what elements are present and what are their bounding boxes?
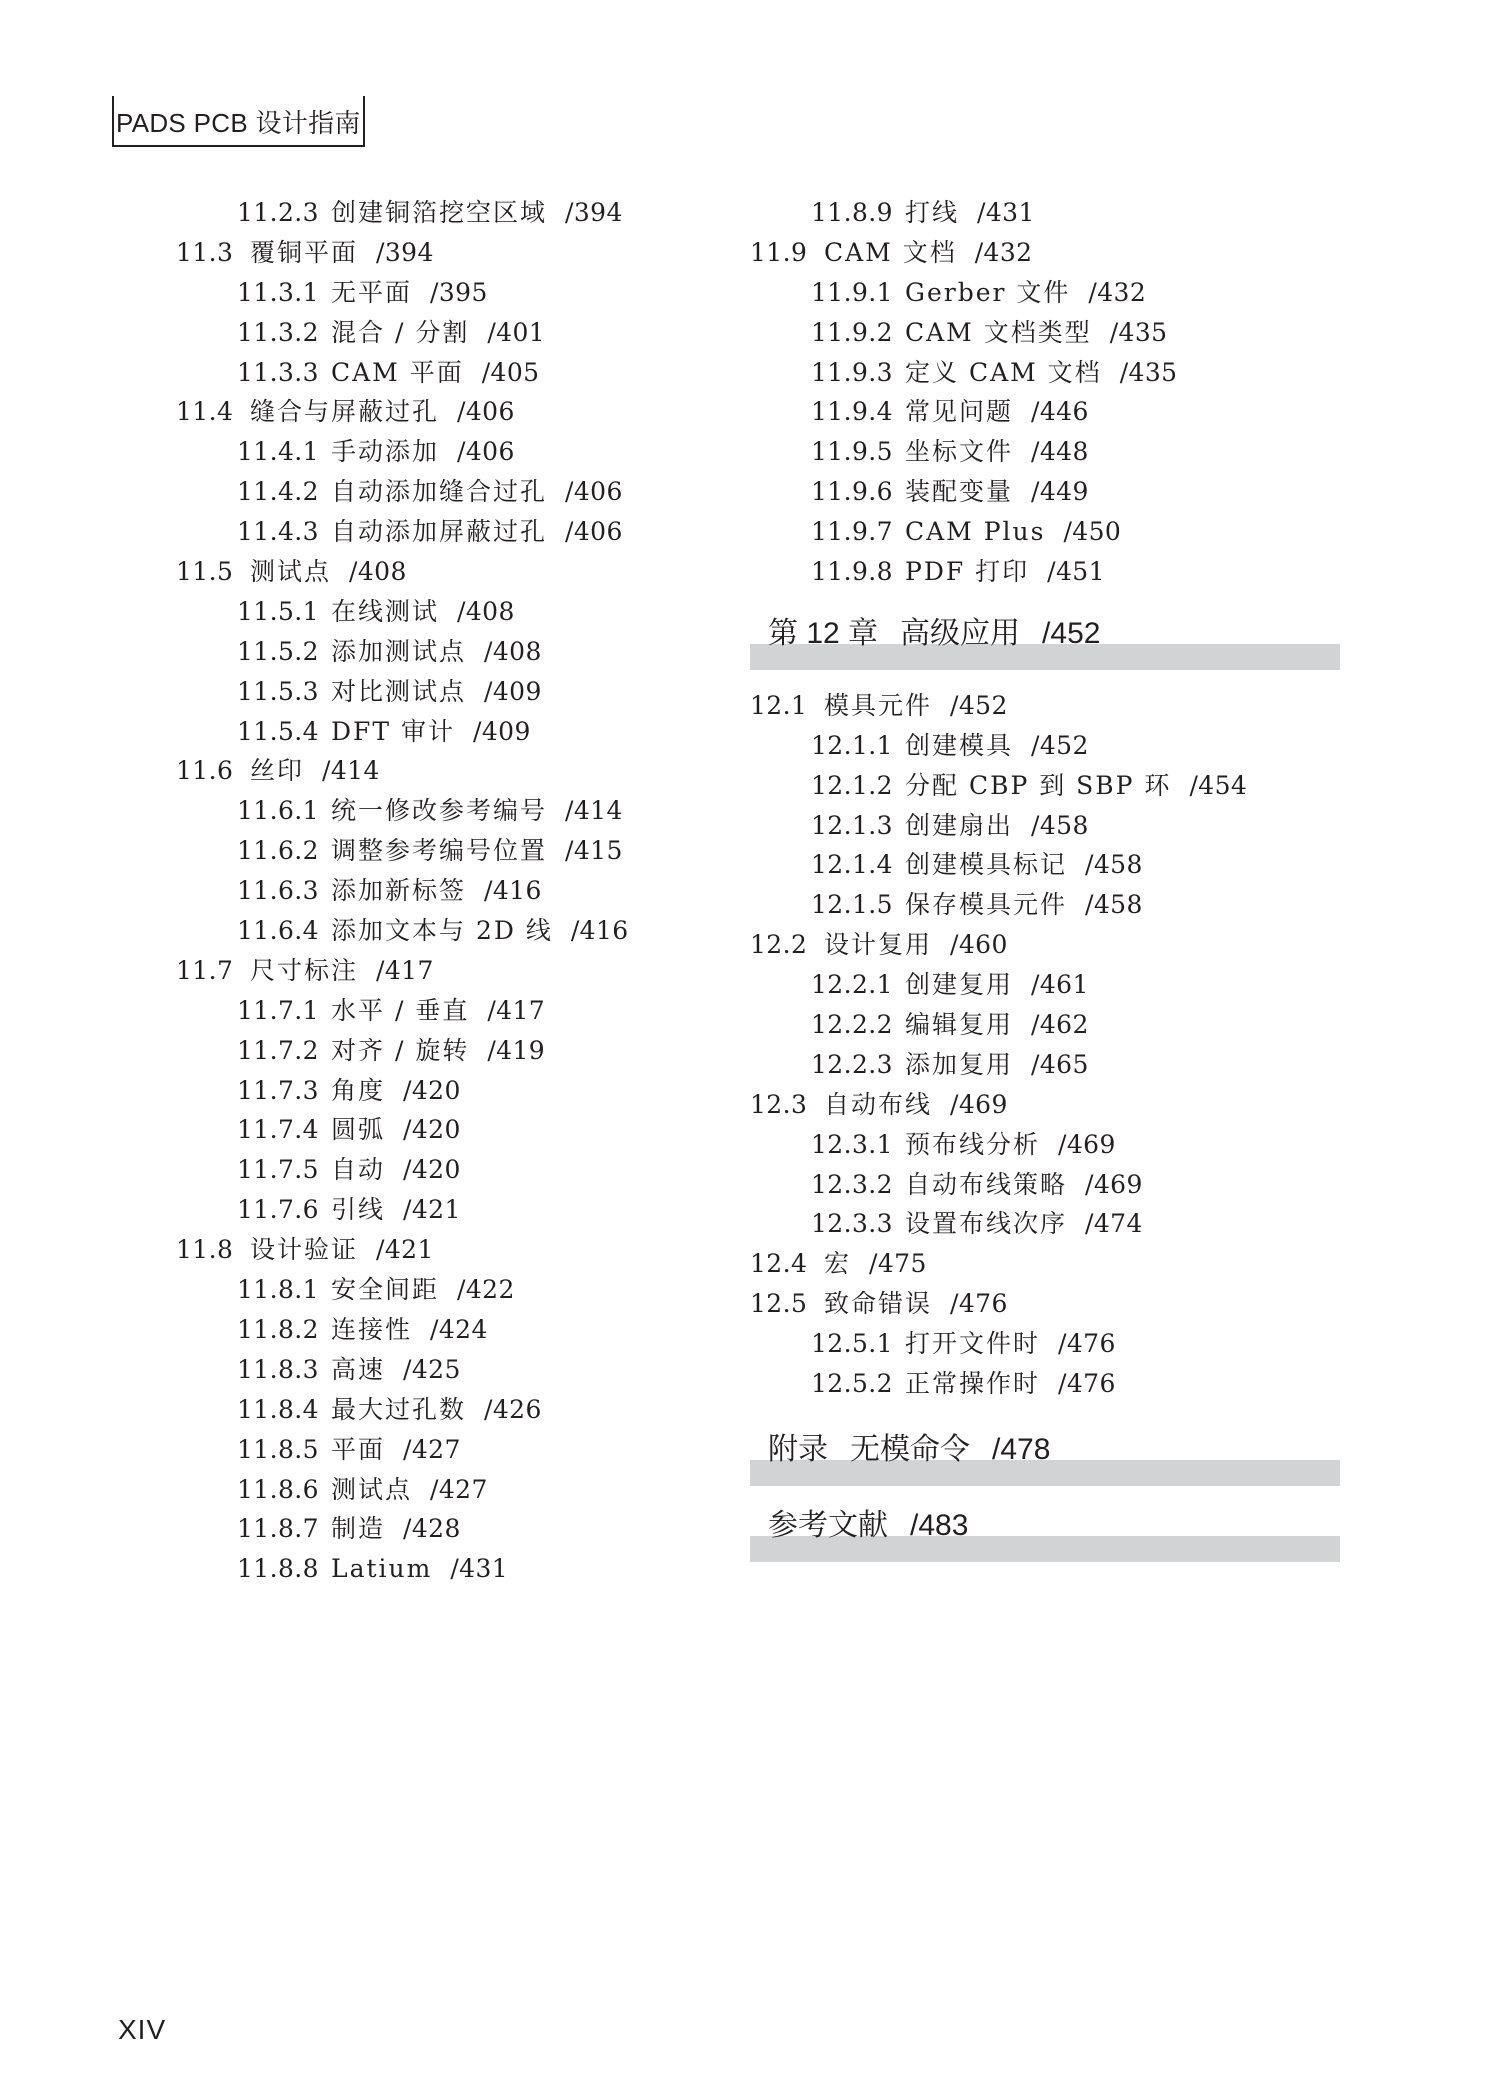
toc-entry-number: 11.8.1 <box>237 1275 319 1305</box>
toc-entry-number: 11.7.1 <box>237 995 319 1025</box>
references-page: /483 <box>910 1508 969 1542</box>
toc-entry-title: 创建模具 <box>905 730 1014 760</box>
toc-entry-page: /469 <box>1058 1129 1116 1159</box>
toc-entry-page: /458 <box>1085 890 1143 920</box>
toc-subsection-entry[interactable] <box>176 432 736 472</box>
toc-subsection-entry[interactable] <box>750 845 1340 885</box>
toc-entry-number: 11.6.1 <box>237 796 319 826</box>
toc-entry-number: 12.5.2 <box>811 1369 893 1399</box>
toc-entry-title: 装配变量 <box>905 477 1014 507</box>
toc-entry-page: /420 <box>403 1075 461 1105</box>
toc-entry-page: /409 <box>473 716 531 746</box>
toc-subsection-entry[interactable] <box>176 1430 736 1470</box>
toc-subsection-entry[interactable] <box>750 885 1340 925</box>
toc-entry-title: 创建铜箔挖空区域 <box>331 198 548 227</box>
toc-entry-page: /425 <box>403 1354 461 1384</box>
toc-subsection-entry[interactable] <box>750 1125 1340 1165</box>
toc-subsection-entry[interactable] <box>176 672 736 712</box>
toc-subsection-entry[interactable] <box>176 991 736 1031</box>
toc-entry-title: 添加新标签 <box>331 876 467 906</box>
toc-entry-number: 11.9.4 <box>811 397 893 427</box>
toc-entry-page: /431 <box>977 198 1035 227</box>
toc-entry-number: 12.2 <box>750 930 808 960</box>
toc-entry-page: /432 <box>1088 277 1147 307</box>
toc-entry-title: 设置布线次序 <box>905 1209 1068 1239</box>
toc-entry-page: /476 <box>950 1289 1008 1319</box>
toc-subsection-entry[interactable] <box>750 472 1340 512</box>
toc-entry-page: /421 <box>376 1235 434 1265</box>
toc-entry-number: 11.5.1 <box>237 596 319 626</box>
toc-entry-title: 制造 <box>331 1514 386 1544</box>
toc-section-entry[interactable] <box>750 686 1340 726</box>
toc-section-entry[interactable] <box>176 951 736 991</box>
toc-entry-title: PDF 打印 <box>905 557 1030 587</box>
toc-entry-title: 覆铜平面 <box>250 237 359 267</box>
toc-subsection-entry[interactable] <box>176 1390 736 1430</box>
toc-entry-number: 11.8.3 <box>237 1354 319 1384</box>
toc-section-entry[interactable] <box>176 233 736 273</box>
toc-entry-title: DFT 审计 <box>331 716 456 746</box>
toc-entry-page: /458 <box>1085 850 1143 880</box>
toc-entry-number: 11.9.8 <box>811 557 893 587</box>
toc-entry-number: 11.7 <box>176 955 234 985</box>
toc-entry-page: /426 <box>484 1394 542 1424</box>
toc-entry-title: 创建模具标记 <box>905 850 1068 880</box>
toc-entry-number: 11.7.4 <box>237 1115 319 1145</box>
toc-subsection-entry[interactable] <box>176 1270 736 1310</box>
toc-entry-title: 连接性 <box>331 1314 413 1344</box>
toc-entry-number: 11.5.3 <box>237 676 319 706</box>
toc-entry-number: 11.8.6 <box>237 1474 319 1504</box>
toc-entry-title: 自动添加屏蔽过孔 <box>331 517 548 547</box>
toc-section-entry[interactable] <box>750 1244 1340 1284</box>
toc-section-entry[interactable] <box>750 1085 1340 1125</box>
toc-entry-number: 11.9.1 <box>811 277 893 307</box>
toc-entry-number: 11.9.3 <box>811 357 893 387</box>
toc-entry-title: 预布线分析 <box>905 1129 1041 1159</box>
references-heading[interactable] <box>750 1502 1340 1562</box>
toc-entry-title: 保存模具元件 <box>905 890 1068 920</box>
toc-entry-title: 添加测试点 <box>331 636 467 666</box>
toc-entry-number: 12.2.1 <box>811 970 893 1000</box>
toc-entry-page: /408 <box>484 636 542 666</box>
toc-entry-number: 12.3.3 <box>811 1209 893 1239</box>
toc-entry-title: 致命错误 <box>824 1289 933 1319</box>
toc-subsection-entry[interactable] <box>176 1031 736 1071</box>
toc-subsection-entry[interactable] <box>176 791 736 831</box>
toc-entry-title: 宏 <box>824 1249 852 1279</box>
toc-entry-number: 12.1.2 <box>811 770 893 800</box>
toc-entry-number: 11.7.3 <box>237 1075 319 1105</box>
toc-subsection-entry[interactable] <box>176 1071 736 1111</box>
toc-entry-page: /465 <box>1031 1049 1089 1079</box>
toc-entry-page: /401 <box>487 317 546 347</box>
appendix-label: 附录 <box>768 1432 828 1466</box>
toc-entry-title: 对比测试点 <box>331 676 467 706</box>
toc-entry-number: 12.1.3 <box>811 810 893 840</box>
toc-entry-number: 11.4 <box>176 397 234 427</box>
toc-entry-number: 11.7.6 <box>237 1195 319 1225</box>
toc-entry-page: /452 <box>950 690 1008 720</box>
chapter-12-heading[interactable] <box>750 610 1340 670</box>
toc-entry-title: CAM Plus <box>905 517 1046 547</box>
toc-entry-number: 11.4.3 <box>237 517 319 547</box>
toc-subsection-entry[interactable] <box>176 592 736 632</box>
toc-entry-number: 11.4.2 <box>237 477 319 507</box>
toc-entry-number: 11.9.7 <box>811 517 893 547</box>
toc-subsection-entry[interactable] <box>176 1470 736 1510</box>
toc-entry-page: /431 <box>450 1554 509 1584</box>
toc-entry-number: 11.8.4 <box>237 1394 319 1424</box>
toc-entry-title: 测试点 <box>331 1474 413 1504</box>
toc-entry-title: 自动 <box>331 1155 386 1185</box>
toc-entry-title: CAM 文档 <box>824 237 957 267</box>
toc-entry-title: 测试点 <box>250 557 332 587</box>
toc-entry-page: /435 <box>1109 317 1168 347</box>
toc-entry-title: 尺寸标注 <box>250 955 359 985</box>
page-number: XIV <box>118 2014 167 2045</box>
toc-entry-number: 11.8.2 <box>237 1314 319 1344</box>
toc-entry-title: 定义 CAM 文档 <box>905 357 1102 387</box>
toc-column-left <box>176 193 736 1589</box>
toc-entry-number: 12.2.3 <box>811 1049 893 1079</box>
toc-entry-page: /458 <box>1031 810 1089 840</box>
toc-entry-page: /419 <box>487 1035 546 1065</box>
toc-subsection-entry[interactable] <box>750 766 1340 806</box>
toc-entry-page: /435 <box>1119 357 1178 387</box>
toc-entry-title: 设计验证 <box>250 1235 359 1265</box>
toc-entry-page: /422 <box>457 1275 515 1305</box>
running-header-title: PADS PCB 设计指南 <box>116 108 361 138</box>
toc-entry-number: 12.5.1 <box>811 1329 893 1359</box>
toc-entry-title: 对齐 / 旋转 <box>331 1035 470 1065</box>
toc-subsection-entry[interactable] <box>176 1509 736 1549</box>
toc-entry-title: 丝印 <box>250 756 305 786</box>
toc-subsection-entry[interactable] <box>750 806 1340 846</box>
toc-entry-page: /461 <box>1031 970 1089 1000</box>
toc-entry-title: Gerber 文件 <box>905 277 1071 307</box>
toc-entry-title: 打开文件时 <box>905 1329 1041 1359</box>
toc-entry-page: /469 <box>1085 1169 1143 1199</box>
toc-entry-number: 11.9.5 <box>811 437 893 467</box>
chapter-title: 高级应用 <box>900 616 1021 650</box>
appendix-title: 无模命令 <box>850 1432 970 1466</box>
toc-subsection-entry[interactable] <box>750 726 1340 766</box>
toc-entry-number: 12.3.1 <box>811 1129 893 1159</box>
toc-entry-page: /408 <box>349 557 407 587</box>
toc-entry-title: 在线测试 <box>331 596 440 626</box>
toc-entry-title: 水平 / 垂直 <box>331 995 470 1025</box>
toc-entry-page: /427 <box>430 1474 488 1504</box>
toc-entry-title: 混合 / 分割 <box>331 317 470 347</box>
toc-entry-page: /460 <box>950 930 1008 960</box>
toc-subsection-entry[interactable] <box>176 871 736 911</box>
toc-entry-title: 创建扇出 <box>905 810 1014 840</box>
toc-entry-title: 自动布线 <box>824 1089 933 1119</box>
toc-entry-title: 打线 <box>905 198 960 227</box>
toc-entry-page: /449 <box>1031 477 1089 507</box>
toc-subsection-entry[interactable] <box>750 392 1340 432</box>
toc-column-right <box>750 193 1340 1578</box>
toc-subsection-entry[interactable] <box>750 193 1340 233</box>
toc-subsection-entry[interactable] <box>176 1549 736 1589</box>
toc-group-ch11-cont <box>750 193 1340 592</box>
toc-entry-page: /394 <box>565 198 623 227</box>
toc-entry-page: /408 <box>457 596 515 626</box>
toc-entry-number: 12.1.5 <box>811 890 893 920</box>
toc-subsection-entry[interactable] <box>176 712 736 752</box>
toc-entry-page: /406 <box>565 517 623 547</box>
toc-entry-title: Latium <box>331 1554 433 1584</box>
toc-entry-number: 12.5 <box>750 1289 808 1319</box>
toc-entry-number: 12.4 <box>750 1249 808 1279</box>
toc-entry-number: 11.8.5 <box>237 1434 319 1464</box>
running-header <box>112 106 365 147</box>
toc-subsection-entry[interactable] <box>750 1204 1340 1244</box>
toc-entry-title: 添加文本与 2D 线 <box>331 916 553 946</box>
toc-entry-title: 角度 <box>331 1075 386 1105</box>
toc-entry-title: 常见问题 <box>905 397 1014 427</box>
toc-entry-page: /474 <box>1085 1209 1143 1239</box>
appendix-heading[interactable] <box>750 1426 1340 1486</box>
toc-entry-page: /420 <box>403 1115 461 1145</box>
toc-section-entry[interactable] <box>176 552 736 592</box>
toc-entry-title: 添加复用 <box>905 1049 1014 1079</box>
toc-subsection-entry[interactable] <box>750 432 1340 472</box>
toc-entry-title: 编辑复用 <box>905 1010 1014 1040</box>
toc-entry-page: /414 <box>322 756 380 786</box>
toc-entry-title: 缝合与屏蔽过孔 <box>250 397 440 427</box>
toc-entry-title: 安全间距 <box>331 1275 440 1305</box>
toc-entry-page: /406 <box>457 437 515 467</box>
toc-entry-title: 自动布线策略 <box>905 1169 1068 1199</box>
toc-entry-title: 平面 <box>331 1434 386 1464</box>
toc-entry-number: 11.3 <box>176 237 234 267</box>
toc-entry-title: 创建复用 <box>905 970 1014 1000</box>
toc-entry-number: 11.6 <box>176 756 234 786</box>
toc-entry-number: 11.6.4 <box>237 916 319 946</box>
toc-entry-page: /469 <box>950 1089 1008 1119</box>
toc-entry-title: CAM 文档类型 <box>905 317 1092 347</box>
toc-entry-page: /476 <box>1058 1369 1116 1399</box>
toc-entry-number: 11.7.5 <box>237 1155 319 1185</box>
toc-entry-page: /448 <box>1031 437 1089 467</box>
toc-entry-title: 统一修改参考编号 <box>331 796 548 826</box>
toc-entry-page: /394 <box>376 237 434 267</box>
toc-entry-number: 11.5 <box>176 557 234 587</box>
toc-entry-number: 12.3.2 <box>811 1169 893 1199</box>
toc-entry-page: /424 <box>430 1314 488 1344</box>
toc-entry-number: 11.9 <box>750 237 808 267</box>
toc-entry-title: 最大过孔数 <box>331 1394 467 1424</box>
toc-subsection-entry[interactable] <box>750 1045 1340 1085</box>
toc-entry-title: 手动添加 <box>331 437 440 467</box>
toc-entry-title: 引线 <box>331 1195 386 1225</box>
toc-subsection-entry[interactable] <box>750 1165 1340 1205</box>
toc-subsection-entry[interactable] <box>176 911 736 951</box>
toc-entry-page: /395 <box>430 277 488 307</box>
toc-entry-page: /450 <box>1063 517 1122 547</box>
toc-entry-page: /476 <box>1058 1329 1116 1359</box>
toc-subsection-entry[interactable] <box>750 512 1340 552</box>
toc-subsection-entry[interactable] <box>176 512 736 552</box>
toc-entry-title: 正常操作时 <box>905 1369 1041 1399</box>
toc-entry-page: /454 <box>1189 770 1248 800</box>
toc-section-entry[interactable] <box>176 1230 736 1270</box>
toc-subsection-entry[interactable] <box>750 313 1340 353</box>
references-title: 参考文献 <box>768 1508 888 1542</box>
toc-entry-number: 12.1 <box>750 690 808 720</box>
appendix-page: /478 <box>992 1432 1051 1466</box>
toc-entry-number: 11.3.1 <box>237 277 319 307</box>
toc-entry-page: /446 <box>1031 397 1089 427</box>
toc-subsection-entry[interactable] <box>176 353 736 393</box>
toc-entry-page: /462 <box>1031 1010 1089 1040</box>
toc-entry-number: 11.9.2 <box>811 317 893 347</box>
toc-entry-page: /452 <box>1031 730 1089 760</box>
toc-subsection-entry[interactable] <box>176 1310 736 1350</box>
toc-entry-page: /428 <box>403 1514 461 1544</box>
toc-entry-number: 12.3 <box>750 1089 808 1119</box>
toc-subsection-entry[interactable] <box>176 1110 736 1150</box>
toc-section-entry[interactable] <box>750 1284 1340 1324</box>
toc-subsection-entry[interactable] <box>750 1364 1340 1404</box>
toc-entry-number: 11.2.3 <box>237 198 319 227</box>
toc-entry-page: /417 <box>376 955 434 985</box>
toc-subsection-entry[interactable] <box>750 353 1340 393</box>
toc-entry-number: 12.1.1 <box>811 730 893 760</box>
toc-subsection-entry[interactable] <box>750 1324 1340 1364</box>
toc-group-ch12 <box>750 686 1340 1404</box>
toc-entry-page: /414 <box>565 796 623 826</box>
toc-subsection-entry[interactable] <box>750 965 1340 1005</box>
toc-entry-number: 11.9.6 <box>811 477 893 507</box>
toc-entry-number: 11.4.1 <box>237 437 319 467</box>
toc-entry-title: 设计复用 <box>824 930 933 960</box>
toc-entry-title: CAM 平面 <box>331 357 464 387</box>
toc-section-entry[interactable] <box>176 751 736 791</box>
toc-entry-number: 11.8.8 <box>237 1554 319 1584</box>
toc-entry-page: /420 <box>403 1155 461 1185</box>
toc-entry-page: /432 <box>974 237 1033 267</box>
toc-entry-page: /415 <box>565 836 623 866</box>
toc-entry-page: /475 <box>869 1249 927 1279</box>
toc-entry-page: /427 <box>403 1434 461 1464</box>
toc-entry-number: 12.2.2 <box>811 1010 893 1040</box>
toc-subsection-entry[interactable] <box>176 632 736 672</box>
toc-entry-number: 11.7.2 <box>237 1035 319 1065</box>
toc-entry-number: 11.5.2 <box>237 636 319 666</box>
toc-entry-page: /406 <box>565 477 623 507</box>
toc-entry-title: 圆弧 <box>331 1115 386 1145</box>
toc-subsection-entry[interactable] <box>176 193 736 233</box>
toc-entry-title: 高速 <box>331 1354 386 1384</box>
toc-entry-title: 坐标文件 <box>905 437 1014 467</box>
toc-subsection-entry[interactable] <box>750 552 1340 592</box>
toc-entry-page: /409 <box>484 676 542 706</box>
toc-subsection-entry[interactable] <box>176 313 736 353</box>
toc-entry-title: 自动添加缝合过孔 <box>331 477 548 507</box>
toc-subsection-entry[interactable] <box>176 273 736 313</box>
toc-subsection-entry[interactable] <box>176 1350 736 1390</box>
toc-subsection-entry[interactable] <box>750 273 1340 313</box>
chapter-page: /452 <box>1042 616 1101 650</box>
toc-entry-title: 模具元件 <box>824 690 933 720</box>
toc-entry-number: 11.8 <box>176 1235 234 1265</box>
toc-entry-page: /421 <box>403 1195 461 1225</box>
toc-entry-number: 11.6.3 <box>237 876 319 906</box>
toc-entry-number: 11.8.9 <box>811 198 893 227</box>
toc-section-entry[interactable] <box>750 233 1340 273</box>
toc-entry-title: 分配 CBP 到 SBP 环 <box>905 770 1172 800</box>
toc-section-entry[interactable] <box>750 925 1340 965</box>
toc-entry-page: /405 <box>481 357 540 387</box>
toc-section-entry[interactable] <box>176 392 736 432</box>
toc-entry-number: 12.1.4 <box>811 850 893 880</box>
chapter-number: 第 12 章 <box>768 616 879 650</box>
toc-subsection-entry[interactable] <box>750 1005 1340 1045</box>
toc-entry-page: /406 <box>457 397 515 427</box>
toc-entry-page: /451 <box>1047 557 1105 587</box>
toc-entry-title: 无平面 <box>331 277 413 307</box>
toc-entry-number: 11.3.2 <box>237 317 319 347</box>
toc-entry-title: 调整参考编号位置 <box>331 836 548 866</box>
toc-entry-number: 11.6.2 <box>237 836 319 866</box>
toc-entry-page: /416 <box>484 876 542 906</box>
toc-subsection-entry[interactable] <box>176 1150 736 1190</box>
toc-subsection-entry[interactable] <box>176 1190 736 1230</box>
toc-subsection-entry[interactable] <box>176 831 736 871</box>
toc-entry-number: 11.3.3 <box>237 357 319 387</box>
toc-entry-number: 11.5.4 <box>237 716 319 746</box>
toc-entry-page: /416 <box>570 916 629 946</box>
toc-entry-page: /417 <box>487 995 546 1025</box>
toc-subsection-entry[interactable] <box>176 472 736 512</box>
toc-entry-number: 11.8.7 <box>237 1514 319 1544</box>
